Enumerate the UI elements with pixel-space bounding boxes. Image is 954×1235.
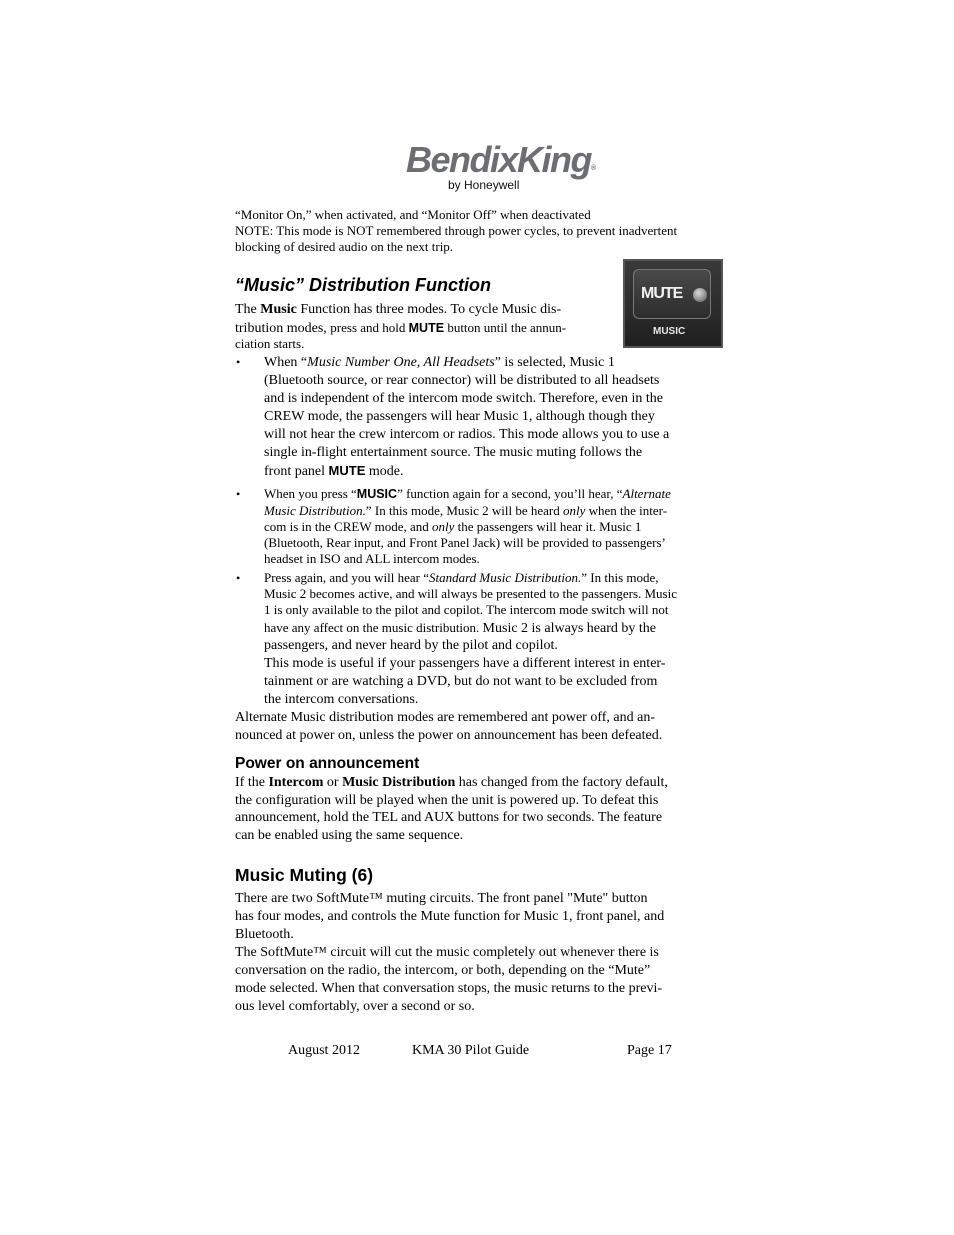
bullet-3-line-8: the intercom conversations. [264, 692, 419, 707]
bullet-1-line-6: single in-flight entertainment source. The music muting follows the [264, 445, 643, 460]
bullet-2-line-3: com is in the CREW mode, and only the passengers will hear it. Music 1 [264, 519, 642, 534]
bullet-1-line-1: When “Music Number One, All Headsets” is selected, Music 1 [264, 355, 615, 370]
bullet-3-line-1: Press again, and you will hear “Standard Music Distribution.” In this mode, [264, 570, 659, 585]
power-line-2: the configuration will be played when the unit is powered up. To defeat this [235, 793, 659, 808]
music-para-line-2: tribution modes, press and hold MUTE button until the annun- [235, 320, 567, 336]
bullet-2-marker: • [236, 487, 241, 501]
bullet-2-line-2: Music Distribution.” In this mode, Music 2 will be heard only when the inter- [264, 503, 668, 518]
bullet-3-line-6: This mode is useful if your passengers have a different interest in enter- [264, 656, 666, 671]
bullet-2-line-4: (Bluetooth, Rear input, and Front Panel Jack) will be provided to passengers’ [264, 535, 666, 550]
bullet-1-line-7: front panel MUTE mode. [264, 463, 404, 479]
bullet-2-line-5: headset in ISO and ALL intercom modes. [264, 551, 480, 566]
bullet-3-marker: • [236, 571, 241, 585]
bullet-1-line-4: CREW mode, the passengers will hear Music 1, although though they [264, 409, 655, 424]
bullet-3-line-4: have any affect on the music distribution. Music 2 is always heard by the [264, 620, 656, 636]
music-label: MUSIC [653, 326, 686, 337]
footer-title: KMA 30 Pilot Guide [412, 1043, 530, 1058]
muting-line-7: ous level comfortably, over a second or so. [235, 999, 475, 1014]
muting-line-2: has four modes, and controls the Mute function for Music 1, front panel, and [235, 909, 665, 924]
music-para-line-3: ciation starts. [235, 336, 305, 351]
muting-line-3: Bluetooth. [235, 927, 294, 942]
bendix-king-logo [406, 139, 595, 192]
section-heading-music-muting: Music Muting (6) [235, 865, 374, 885]
bullet-3-line-3: 1 is only available to the pilot and copilot. The intercom mode switch will not [264, 602, 669, 617]
music-para2-line-2: nounced at power on, unless the power on announcement has been defeated. [235, 728, 663, 743]
muting-line-5: conversation on the radio, the intercom, or both, depending on the “Mute” [235, 963, 651, 978]
intro-line-3: blocking of desired audio on the next trip. [235, 239, 454, 254]
bullet-3-line-5: passengers, and never heard by the pilot and copilot. [264, 638, 558, 653]
power-line-1: If the Intercom or Music Distribution has changed from the factory default, [235, 775, 668, 790]
intro-line-1: “Monitor On,” when activated, and “Monitor Off” when deactivated [235, 207, 591, 222]
bullet-2-line-1: When you press “MUSIC” function again for a second, you’ll hear, “Alternate [264, 486, 671, 501]
bullet-1-line-5: will not hear the crew intercom or radios. This mode allows you to use a [264, 427, 670, 442]
bullet-1-marker: • [236, 355, 241, 369]
muting-line-4: The SoftMute™ circuit will cut the music completely out whenever there is [235, 945, 659, 960]
bullet-1-line-3: and is independent of the intercom mode switch. Therefore, even in the [264, 391, 663, 406]
power-line-4: can be enabled using the same sequence. [235, 828, 464, 843]
intro-line-2: NOTE: This mode is NOT remembered through power cycles, to prevent inadvertent [235, 223, 678, 238]
logo-subtitle: by Honeywell [448, 178, 520, 192]
music-para2-line-1: Alternate Music distribution modes are remembered ant power off, and an- [235, 710, 655, 725]
mute-button-photo [623, 259, 723, 348]
muting-line-1: There are two SoftMute™ muting circuits. The front panel "Mute" button [235, 891, 648, 906]
subheading-power-on-announcement: Power on announcement [235, 755, 420, 772]
logo-wordmark: BendixKing® [406, 139, 595, 180]
bullet-3-line-2: Music 2 becomes active, and will always be presented to the passengers. Music [264, 586, 677, 601]
mute-led-indicator [693, 288, 707, 302]
power-line-3: announcement, hold the TEL and AUX buttons for two seconds. The feature [235, 810, 663, 825]
footer-date: August 2012 [288, 1043, 360, 1058]
mute-key [633, 269, 711, 319]
section-heading-music-distribution: “Music” Distribution Function [235, 275, 491, 295]
muting-line-6: mode selected. When that conversation stops, the music returns to the previ- [235, 981, 663, 996]
bullet-1-line-2: (Bluetooth source, or rear connector) will be distributed to all headsets [264, 373, 660, 388]
music-para-line-1: The Music Function has three modes. To cycle Music dis- [235, 302, 562, 317]
mute-key-label: MUTE [641, 285, 683, 302]
footer-page-number: Page 17 [627, 1043, 672, 1058]
bullet-3-line-7: tainment or are watching a DVD, but do not want to be excluded from [264, 674, 658, 689]
